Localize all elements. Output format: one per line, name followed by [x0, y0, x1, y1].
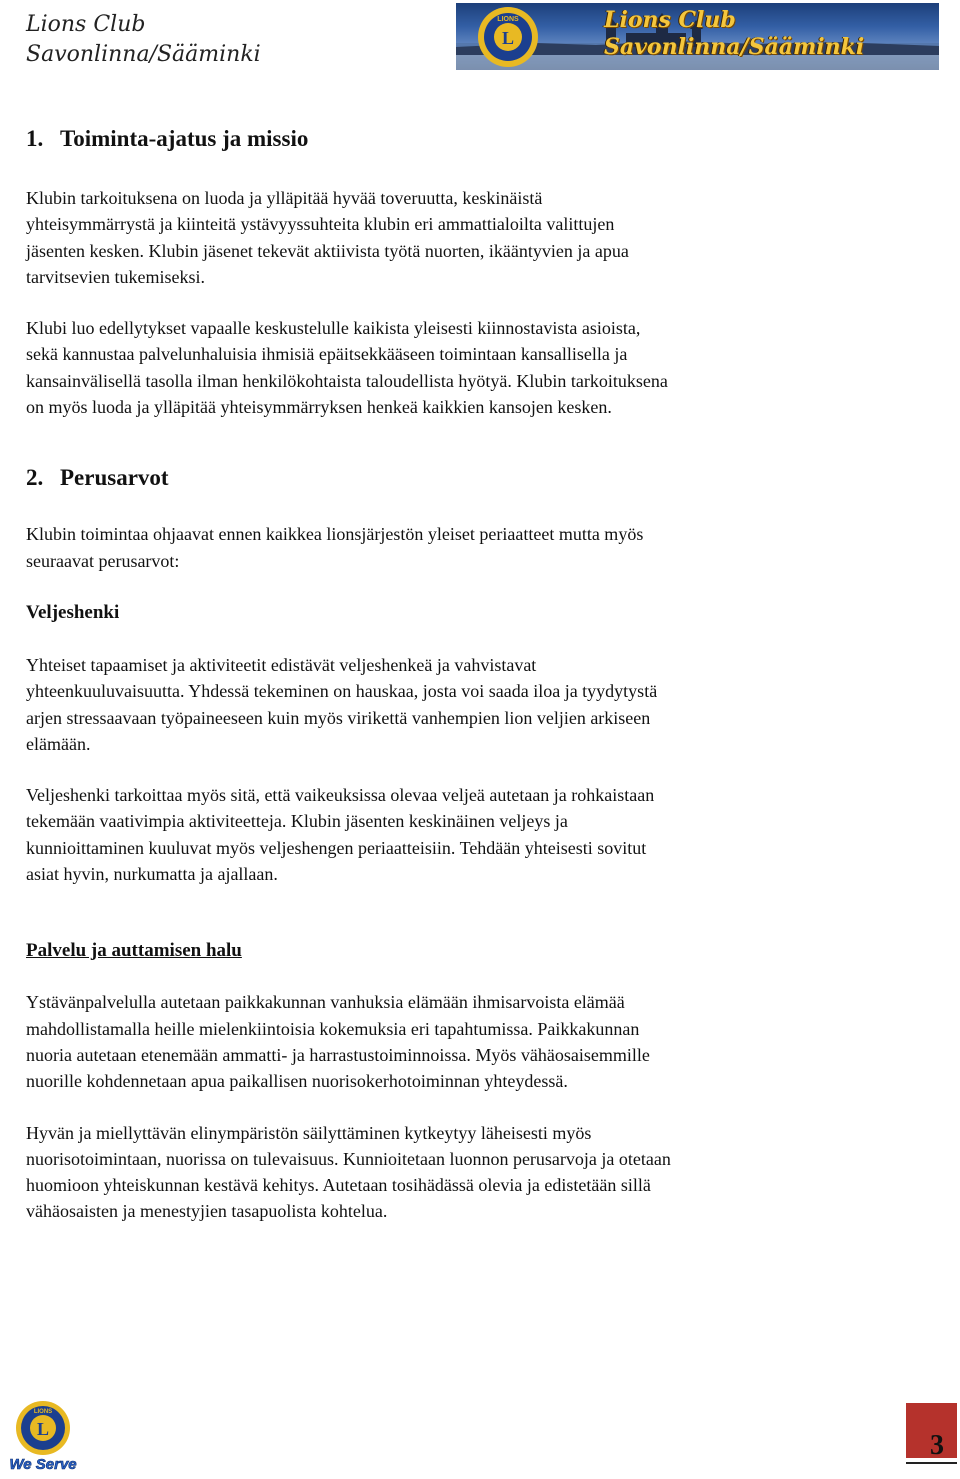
veljeshenki-heading: Veljeshenki	[26, 601, 120, 623]
section-2-number: 2.	[26, 465, 44, 491]
text-line: elämään.	[26, 733, 91, 754]
text-line: huomioon yhteiskunnan kestävä kehitys. Autetaan tosihädässä olevia ja edistetään sillä	[26, 1175, 651, 1196]
banner-line2: Savonlinna/Sääminki	[604, 34, 865, 60]
text-line: nuorisotoimintaan, nuorissa on tulevaisuus. Kunnioitetaan luonnon perusarvoja ja otetaan	[26, 1148, 671, 1169]
text-line: Klubin tarkoituksena on luoda ja ylläpitää hyvää toveruutta, keskinäistä	[26, 188, 543, 208]
section-1-paragraph-2	[26, 315, 826, 420]
document-body	[26, 124, 826, 1225]
section-2-intro	[26, 521, 826, 574]
text-line: mahdollistamalla heille mielenkiintoisia kokemuksia eri tapahtumissa. Paikkakunnan	[26, 1018, 640, 1039]
palvelu-heading: Palvelu ja auttamisen halu	[26, 940, 242, 962]
text-line: nuoria autetaan etenemään ammatti- ja harrastustoiminnoissa. Myös vähäosaisemmille	[26, 1044, 650, 1065]
text-line: Veljeshenki tarkoittaa myös sitä, että vaikeuksissa olevaa veljeä autetaan ja rohkaistaan	[26, 785, 655, 806]
text-line: tarvitsevien tukemiseksi.	[26, 266, 205, 287]
text-line: nuorille kohdennetaan apua paikallisen nuorisokerhotoiminnan yhteydessä.	[26, 1071, 568, 1092]
palvelu-paragraph-2	[26, 1120, 826, 1225]
text-line: kunnioittaminen kuuluvat myös veljeshengen periaatteisiin. Tehdään yhteisesti sovitut	[26, 837, 647, 858]
text-line: Klubi luo edellytykset vapaalle keskustelulle kaikista yleisesti kiinnostavista asioista,	[26, 318, 641, 339]
section-1-paragraph-1	[26, 185, 826, 290]
banner-lions-logo-icon	[476, 5, 540, 69]
svg-text:L: L	[36, 1419, 50, 1439]
lions-emblem-icon	[2, 1398, 84, 1474]
text-line: seuraavat perusarvot:	[26, 550, 180, 571]
text-line: yhteenkuuluvaisuutta. Yhdessä tekeminen on hauskaa, josta voi saada iloa ja tyydytystä	[26, 681, 658, 702]
header-banner	[456, 3, 939, 70]
svg-text:L: L	[501, 28, 515, 48]
banner-text	[604, 7, 864, 61]
page-number: 3	[930, 1430, 944, 1461]
section-1-heading	[26, 124, 826, 154]
text-line: jäsenten kesken. Klubin jäsenet tekevät aktiivista työtä nuorten, ikääntyvien ja apua	[26, 240, 629, 261]
text-line: Ystävänpalvelulla autetaan paikkakunnan vanhuksia elämään ihmisarvoista elämää	[26, 992, 625, 1013]
text-line: on myös luoda ja ylläpitää yhteisymmärryksen henkeä kaikkien kansojen kesken.	[26, 397, 612, 418]
banner-logo-label: LIONS	[497, 16, 519, 23]
text-line: asiat hyvin, nurkumatta ja ajallaan.	[26, 864, 278, 885]
veljeshenki-paragraph-2	[26, 782, 826, 887]
banner-line1: Lions Club	[604, 7, 736, 33]
text-line: tekemään vaativimpia aktiviteetteja. Klubin jäsenten keskinäinen veljeys ja	[26, 811, 568, 832]
page-number-underline	[906, 1462, 957, 1464]
text-line: yhteisymmärrystä ja kiinteitä ystävyyssuhteita klubin eri ammattialoilta valittujen	[26, 214, 615, 235]
section-2-heading	[26, 463, 826, 493]
text-line: arjen stressaavaan työpaineeseen kuin myös virikettä vanhempien lion veljien arkiseen	[26, 707, 651, 728]
veljeshenki-paragraph-1	[26, 652, 826, 757]
text-line: Klubin toimintaa ohjaavat ennen kaikkea lionsjärjestön yleiset periaatteet mutta myös	[26, 524, 644, 545]
footer-lions-logo	[2, 1398, 84, 1474]
footer-logo-label: LIONS	[33, 1409, 53, 1415]
text-line: sekä kannustaa palvelunhaluisia ihmisiä epäitsekkääseen toimintaan kansallisella ja	[26, 344, 628, 365]
header-title	[26, 10, 261, 70]
header-title-line2: Savonlinna/Sääminki	[26, 42, 261, 67]
text-line: kansainvälisellä tasolla ilman henkilökohtaista taloudellista hyötyä. Klubin tarkoituksena	[26, 370, 668, 391]
section-1-title: Toiminta-ajatus ja missio	[60, 126, 309, 151]
section-2-title: Perusarvot	[60, 465, 169, 491]
section-1-number: 1.	[26, 126, 44, 151]
text-line: Yhteiset tapaamiset ja aktiviteetit edistävät veljeshenkeä ja vahvistavat	[26, 654, 537, 675]
we-serve-text: We Serve	[9, 1456, 77, 1473]
text-line: Hyvän ja miellyttävän elinympäristön säilyttäminen kytkeytyy läheisesti myös	[26, 1122, 592, 1143]
header-title-line1: Lions Club	[26, 12, 146, 37]
palvelu-paragraph-1	[26, 989, 826, 1094]
text-line: vähäosaisten ja menestyjien tasapuolista kohtelua.	[26, 1201, 388, 1222]
